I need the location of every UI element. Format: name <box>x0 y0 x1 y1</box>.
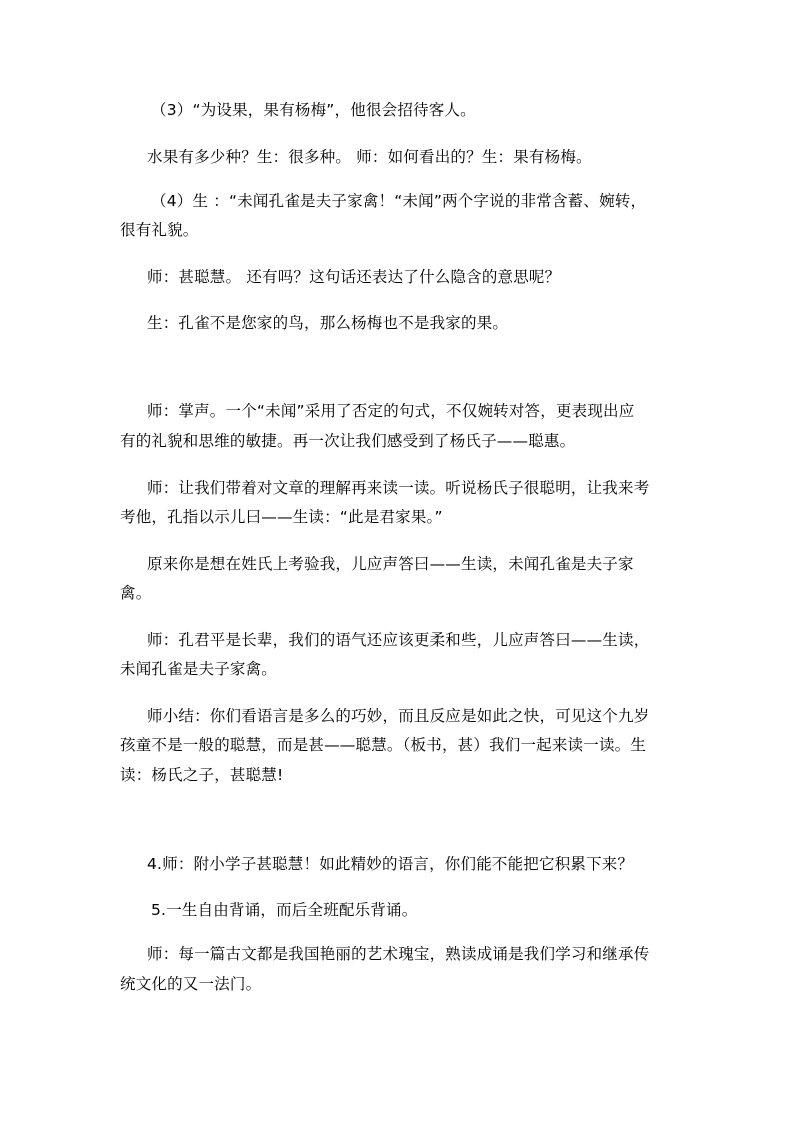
paragraph-4-line-1: （4）生 ：“未闻孔雀是夫子家禽！“未闻”两个字说的非常含蓄、婉转， <box>151 192 647 210</box>
paragraph-classics-line-2: 统文化的又一法门。 <box>120 975 262 993</box>
paragraph-reread-line-2: 考他，孔指以示儿曰——生读：“此是君家果。” <box>120 508 443 526</box>
paragraph-student-peacock-line-1: 生：孔雀不是您家的鸟，那么杨梅也不是我家的果。 <box>147 314 509 332</box>
paragraph-elder-line-2: 未闻孔雀是夫子家禽。 <box>120 660 278 678</box>
paragraph-surname-line-2: 禽。 <box>120 584 152 602</box>
paragraph-step-5-line-1: 5.一生自由背诵，而后全班配乐背诵。 <box>151 901 418 919</box>
paragraph-step-4-line-1: 4.师：附小学子甚聪慧！如此精妙的语言，你们能不能把它积累下来？ <box>147 855 634 873</box>
paragraph-summary-line-3: 读：杨氏之子，甚聪慧! <box>120 766 284 784</box>
paragraph-reread-line-1: 师：让我们带着对文章的理解再来读一读。听说杨氏子很聪明，让我来考 <box>147 479 650 497</box>
paragraph-teacher-smart-line-1: 师：甚聪慧。 还有吗？这句话还表达了什么隐含的意思呢？ <box>147 268 561 286</box>
paragraph-summary-line-2: 孩童不是一般的聪慧，而是甚——聪慧。（板书，甚）我们一起来读一读。生 <box>120 736 647 754</box>
paragraph-fruit-line-1: 水果有多少种？生：很多种。 师：如何看出的？生：果有杨梅。 <box>147 148 592 166</box>
paragraph-3-line-1: （3）“为设果，果有杨梅”，他很会招待客人。 <box>151 101 476 119</box>
paragraph-applause-line-1: 师：掌声。一个“未闻”采用了否定的句式，不仅婉转对答，更表现出应 <box>147 402 635 420</box>
paragraph-summary-line-1: 师小结：你们看语言是多么的巧妙，而且反应是如此之快，可见这个九岁 <box>147 707 650 725</box>
paragraph-classics-line-1: 师：每一篇古文都是我国艳丽的艺术瑰宝，熟读成诵是我们学习和继承传 <box>147 945 650 963</box>
paragraph-surname-line-1: 原来你是想在姓氏上考验我，儿应声答曰——生读，未闻孔雀是夫子家 <box>147 555 634 573</box>
paragraph-4-line-2: 很有礼貌。 <box>120 221 199 239</box>
paragraph-elder-line-1: 师：孔君平是长辈，我们的语气还应该更柔和些，儿应声答曰——生读， <box>147 631 650 649</box>
paragraph-applause-line-2: 有的礼貌和思维的敏捷。再一次让我们感受到了杨氏子——聪惠。 <box>120 432 576 450</box>
